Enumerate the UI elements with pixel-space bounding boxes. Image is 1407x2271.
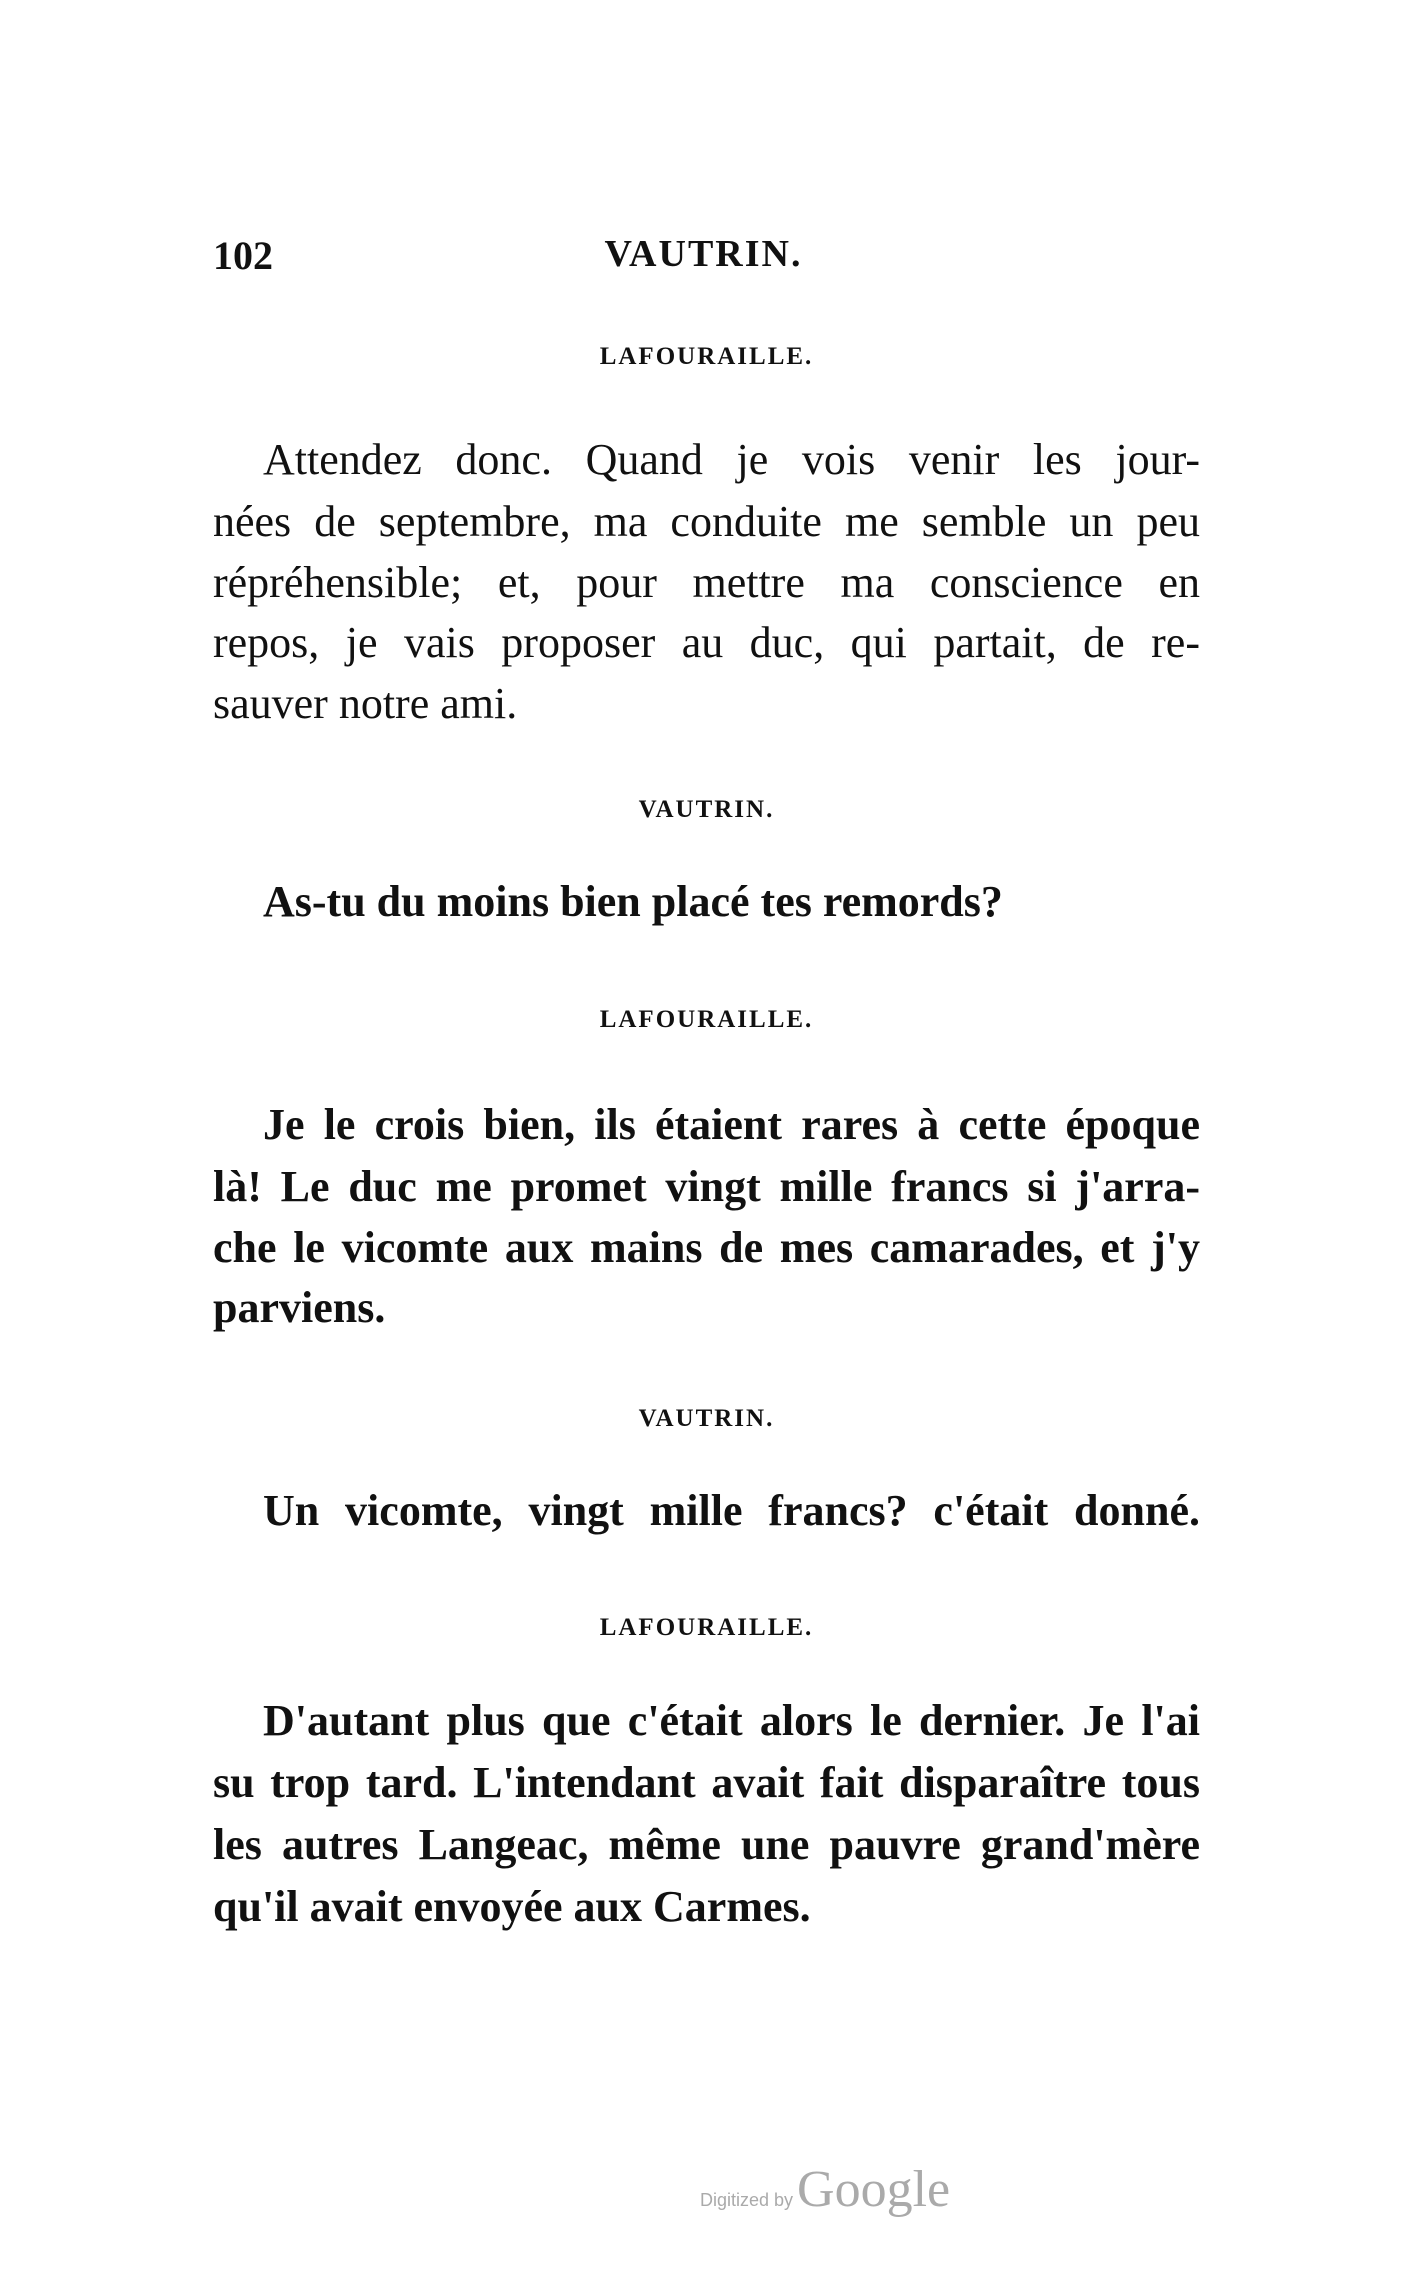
text-line: les autres Langeac, même une pauvre grand'mère (213, 1820, 1200, 1869)
text-line: As-tu du moins bien placé tes remords? (263, 877, 1003, 926)
text-line: là! Le duc me promet vingt mille francs si j'arra- (213, 1162, 1200, 1211)
running-title: VAUTRIN. (604, 233, 803, 275)
speaker-name: LAFOURAILLE. (599, 343, 814, 370)
text-line: Attendez donc. Quand je vois venir les jour- (263, 435, 1200, 484)
text-line: Un vicomte, vingt mille francs? c'était donné. (263, 1486, 1200, 1535)
text-line: répréhensible; et, pour mettre ma conscience en (213, 558, 1200, 607)
text-line: su trop tard. L'intendant avait fait disparaître tous (213, 1758, 1200, 1807)
text-line: sauver notre ami. (213, 679, 518, 728)
speaker-name: LAFOURAILLE. (599, 1614, 814, 1641)
speaker-name: LAFOURAILLE. (599, 1006, 814, 1033)
watermark-brand: Google (797, 2161, 951, 2218)
google-watermark (700, 2160, 950, 2219)
text-line: D'autant plus que c'était alors le dernier. Je l'ai (263, 1696, 1200, 1745)
text-line: nées de septembre, ma conduite me semble un peu (213, 497, 1200, 546)
text-line: Je le crois bien, ils étaient rares à cette époque (263, 1100, 1200, 1149)
text-line: parviens. (213, 1283, 386, 1332)
speaker-name: VAUTRIN. (638, 796, 775, 823)
text-line: repos, je vais proposer au duc, qui partait, de re- (213, 618, 1200, 667)
text-line: qu'il avait envoyée aux Carmes. (213, 1882, 811, 1931)
page-number: 102 (213, 233, 273, 278)
speaker-name: VAUTRIN. (638, 1405, 775, 1432)
watermark-prefix: Digitized by (700, 2190, 794, 2210)
text-line: che le vicomte aux mains de mes camarades, et j'y (213, 1223, 1200, 1272)
